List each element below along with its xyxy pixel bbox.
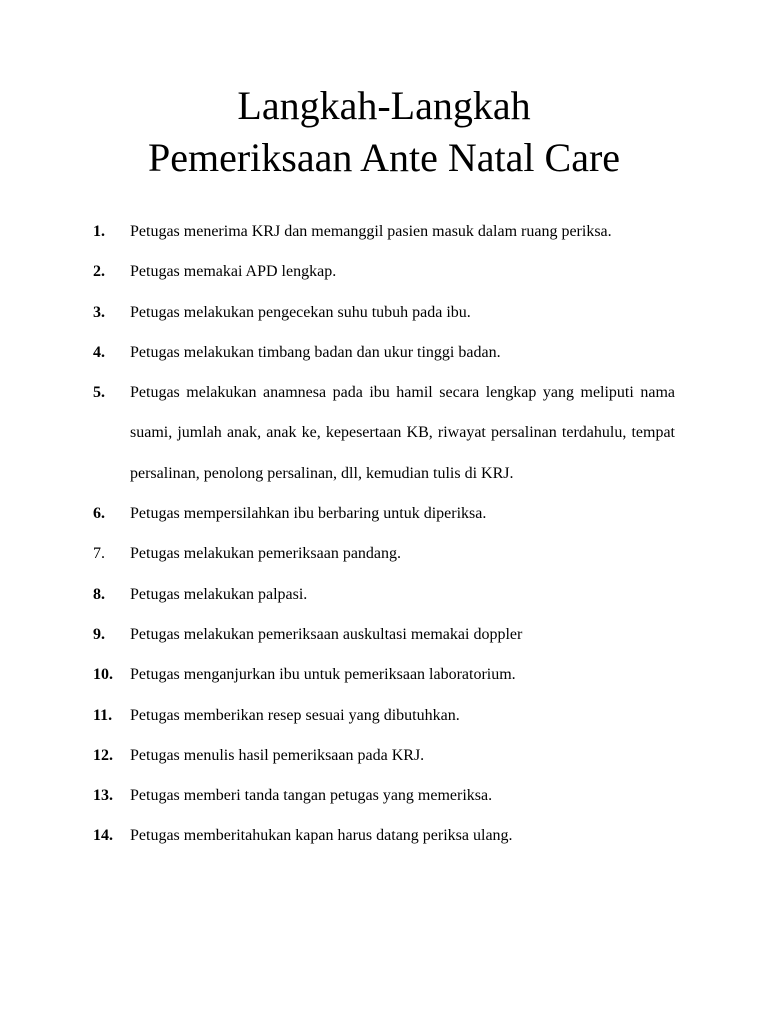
step-number: 8. [93,585,105,603]
step-number: 5. [93,384,105,402]
page-title [0,80,768,184]
title-line-2: Pemeriksaan Ante Natal Care [147,135,621,180]
step-text: Petugas melakukan pengecekan suhu tubuh pada ibu. [130,303,471,321]
step-number: 13. [93,787,113,805]
step-text: Petugas memberikan resep sesuai yang dibutuhkan. [130,706,460,724]
list-item [93,615,675,655]
step-number: 6. [93,505,105,523]
step-text: Petugas memberitahukan kapan harus datang periksa ulang. [130,827,513,845]
list-item [93,212,675,252]
step-text: Petugas menganjurkan ibu untuk pemeriksaan laboratorium. [130,666,516,684]
step-text: Petugas memberi tanda tangan petugas yang memeriksa. [130,787,493,805]
step-number: 9. [93,625,105,643]
step-number: 3. [93,303,105,321]
step-text: Petugas melakukan pemeriksaan auskultasi memakai doppler [130,625,523,643]
step-text: Petugas mempersilahkan ibu berbaring untuk diperiksa. [130,505,487,523]
step-number: 11. [93,706,113,724]
step-number: 12. [93,746,113,764]
list-item [93,333,675,373]
step-text: Petugas melakukan pemeriksaan pandang. [130,545,402,563]
steps-list [93,212,675,857]
list-item [93,776,675,816]
list-item [93,252,675,292]
step-number: 1. [93,223,105,240]
list-item [93,736,675,776]
step-text: Petugas memakai APD lengkap. [130,263,337,281]
step-number: 14. [93,827,113,845]
list-item [93,494,675,534]
step-number: 7. [93,545,105,563]
step-text: Petugas melakukan palpasi. [130,585,308,603]
list-item [93,293,675,333]
step-text: Petugas menulis hasil pemeriksaan pada KRJ. [130,746,425,764]
list-item [93,655,675,695]
title-line-1: Langkah-Langkah [237,83,531,128]
step-number: 2. [93,263,105,281]
step-text: Petugas melakukan timbang badan dan ukur tinggi badan. [130,343,501,361]
list-item [93,696,675,736]
step-text: Petugas menerima KRJ dan memanggil pasien masuk dalam ruang periksa. [130,223,612,240]
list-item [93,534,675,574]
list-item [93,816,675,856]
step-number: 4. [93,343,105,361]
step-number: 10. [93,666,113,684]
list-item [93,373,675,494]
list-item [93,575,675,615]
step-text: Petugas melakukan anamnesa pada ibu hamil secara lengkap yang meliputi nama suami, jumlah anak, anak ke, kepesertaan KB, riwayat persalinan terdahulu, tempat persalinan, penolong persalinan, dll, kemudian tulis di KRJ. [130,384,675,482]
